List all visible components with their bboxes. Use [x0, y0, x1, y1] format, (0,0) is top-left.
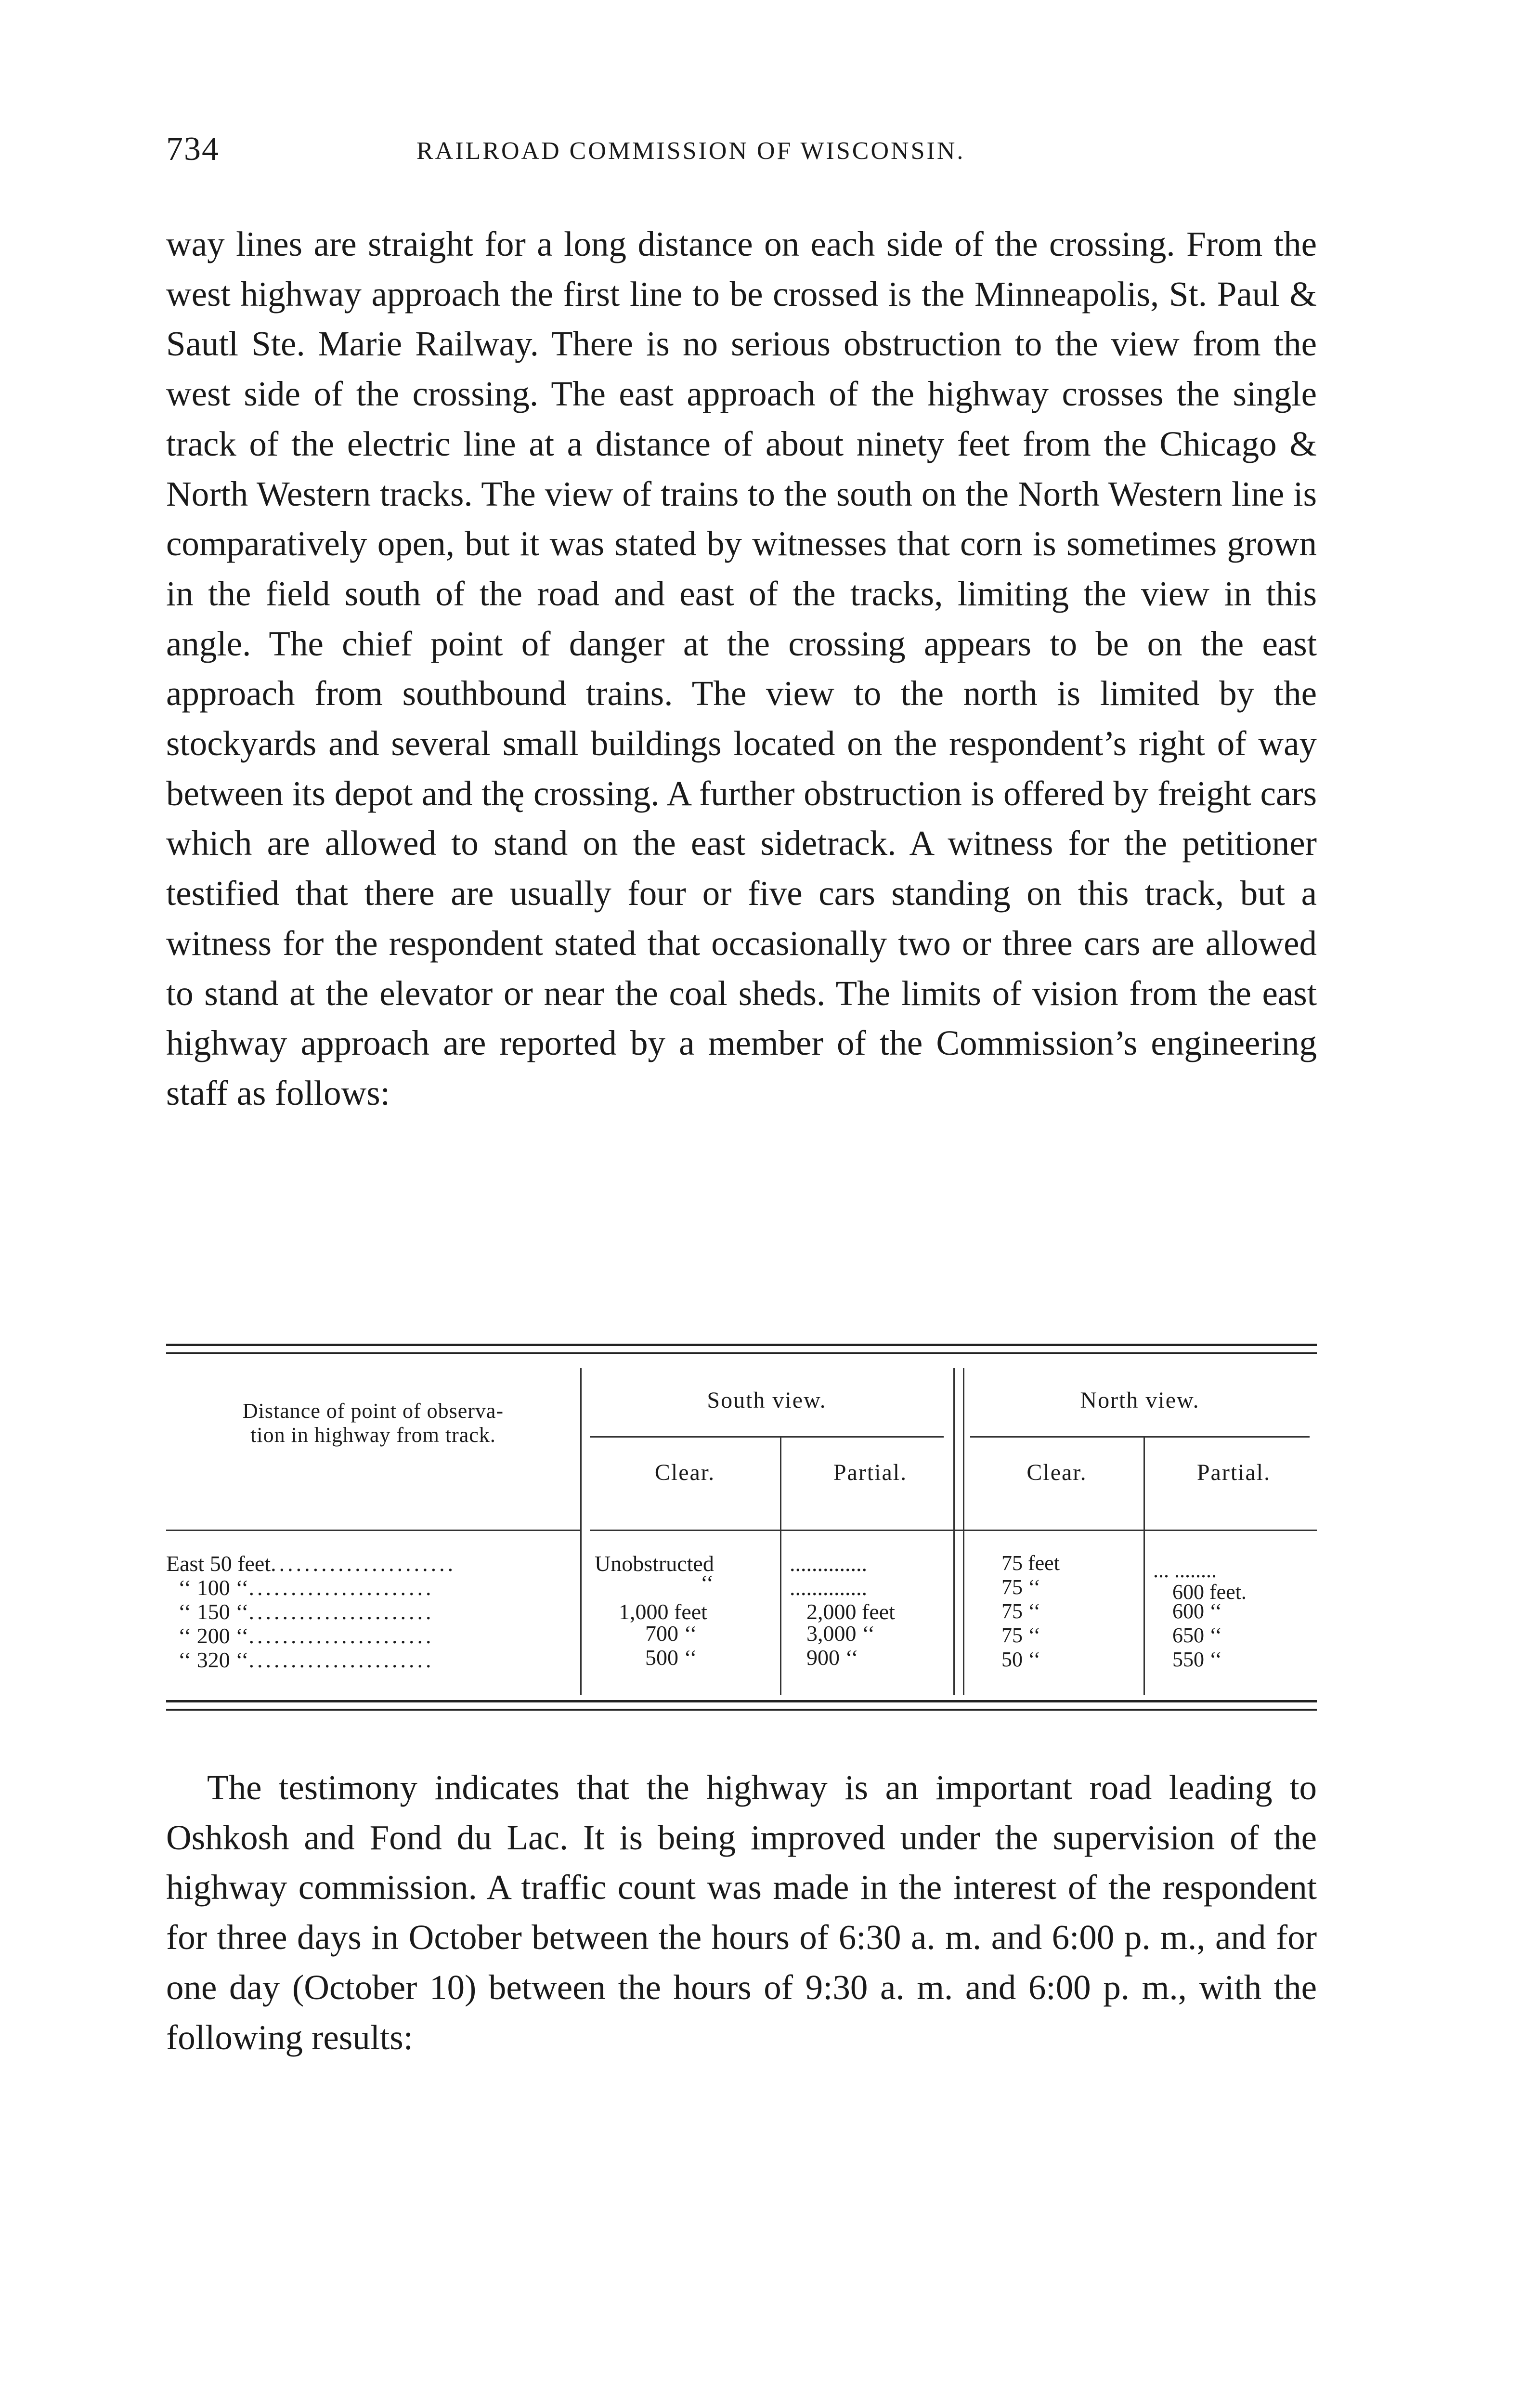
table-cell-north-partial: 550 ‘‘	[1172, 1648, 1222, 1671]
column-divider	[1143, 1438, 1145, 1695]
dot-leader: ......................	[271, 1551, 456, 1576]
header-bottom-rule	[590, 1530, 1317, 1531]
group-underline	[970, 1436, 1310, 1438]
body-paragraph-1: way lines are straight for a long distance on each side of the crossing. From the west highway approach the first line to be crossed is the Minneapolis, St. Paul & Sautl Ste. Marie Railway. There is no serious obstruction to the view from the west side of the crossing. The east approach of the highway crosses the single track of the electric line at a distance of about ninety feet from the Chicago & North Western tracks. The view of trains to the south on the North Western line is comparatively open, but it was stated by witnesses that corn is sometimes grown in the field south of the road and east of the tracks, limiting the view in this angle. The chief point of danger at the crossing appears to be on the east approach from southbound trains. The view to the north is limited by the stockyards and several small buildings located on the respondent’s right of way between its depot and thę crossing. A further obstruction is offered by freight cars which are allowed to stand on the east sidetrack. A witness for the petitioner testified that there are usually four or five cars standing on this track, but a witness for the respondent stated that occasionally two or three cars are allowed to stand at the elevator or near the coal sheds. The limits of vision from the east highway approach are reported by a member of the Commission’s engineering staff as follows:	[166, 224, 1317, 1112]
column-divider	[580, 1368, 582, 1695]
group-underline	[590, 1436, 944, 1438]
dot-leader: ......................	[248, 1648, 434, 1672]
body-paragraph-2: The testimony indicates that the highway is an important road leading to Oshkosh and Fond du Lac. It is being improved under the supervision of the highway commission. A traffic count was made in the interest of the respondent for three days in October between the hours of 6:30 a. m. and 6:00 p. m., and for one day (October 10) between the hours of 9:30 a. m. and 6:00 p. m., with the following results:	[166, 1768, 1317, 2057]
stub-label: ‘‘ 150 ‘‘	[178, 1599, 249, 1624]
table-top-rule	[166, 1344, 1317, 1346]
table-cell-north-clear: 75 ‘‘	[1001, 1575, 1041, 1599]
column-divider	[780, 1438, 781, 1695]
stub-label: ‘‘ 200 ‘‘	[178, 1623, 249, 1648]
stub-label: East 50 feet	[166, 1551, 271, 1576]
table-cell-north-partial: ... ........	[1153, 1558, 1217, 1582]
table-cell-south-partial: ..............	[790, 1551, 867, 1576]
running-title: RAILROAD COMMISSION OF WISCONSIN.	[416, 137, 965, 165]
table-row-stub	[178, 1623, 434, 1649]
table-cell-north-clear: 75 ‘‘	[1001, 1599, 1041, 1623]
table-cell-north-clear: 75 feet	[1001, 1551, 1060, 1575]
table-cell-north-partial: 600 feet.	[1172, 1580, 1247, 1604]
table-cell-north-partial: 600 ‘‘	[1172, 1599, 1222, 1623]
group-divider	[963, 1368, 964, 1695]
group-header-south: South view.	[707, 1387, 827, 1413]
stub-label: ‘‘ 100 ‘‘	[178, 1575, 249, 1600]
table-row-stub	[166, 1551, 456, 1576]
table-cell-south-partial: 2,000 feet	[806, 1599, 895, 1624]
table-cell-south-clear: 700 ‘‘	[645, 1621, 697, 1646]
group-header-north: North view.	[1080, 1387, 1200, 1413]
table-cell-south-partial: ..............	[790, 1575, 867, 1600]
column-header-north-clear: Clear.	[1026, 1460, 1087, 1485]
stub-label: ‘‘ 320 ‘‘	[178, 1648, 249, 1672]
table-cell-south-clear: 1,000 feet	[619, 1599, 707, 1624]
vision-limits-table	[166, 1344, 1317, 1719]
table-bottom-rule-thin	[166, 1709, 1317, 1711]
table-cell-south-partial: 900 ‘‘	[806, 1645, 858, 1670]
table-row-stub	[178, 1647, 434, 1673]
table-cell-south-clear: Unobstructed	[595, 1551, 714, 1576]
table-cell-north-clear: 50 ‘‘	[1001, 1648, 1041, 1671]
table-bottom-rule	[166, 1700, 1317, 1702]
table-cell-north-clear: 75 ‘‘	[1001, 1623, 1041, 1647]
dot-leader: ......................	[248, 1599, 434, 1624]
column-header-north-partial: Partial.	[1196, 1460, 1271, 1485]
table-row-stub	[178, 1599, 434, 1624]
column-header-south-partial: Partial.	[833, 1460, 908, 1485]
stub-header-line: tion in highway from track.	[250, 1423, 496, 1447]
dot-leader: ......................	[248, 1575, 434, 1600]
page-number: 734	[166, 131, 220, 168]
group-divider	[953, 1368, 955, 1695]
header-bottom-rule	[166, 1530, 580, 1531]
table-row-stub	[178, 1575, 434, 1600]
table-cell-north-partial: 650 ‘‘	[1172, 1623, 1222, 1647]
stub-header-line: Distance of point of observa-	[242, 1399, 504, 1423]
column-header-south-clear: Clear.	[654, 1460, 715, 1485]
running-head	[166, 130, 1317, 178]
table-top-rule-thin	[166, 1352, 1317, 1354]
dot-leader: ......................	[248, 1623, 434, 1648]
stub-header	[166, 1399, 580, 1447]
table-cell-south-clear: 500 ‘‘	[645, 1645, 697, 1670]
table-cell-south-clear: ‘‘	[701, 1570, 714, 1595]
table-cell-south-partial: 3,000 ‘‘	[806, 1621, 875, 1646]
